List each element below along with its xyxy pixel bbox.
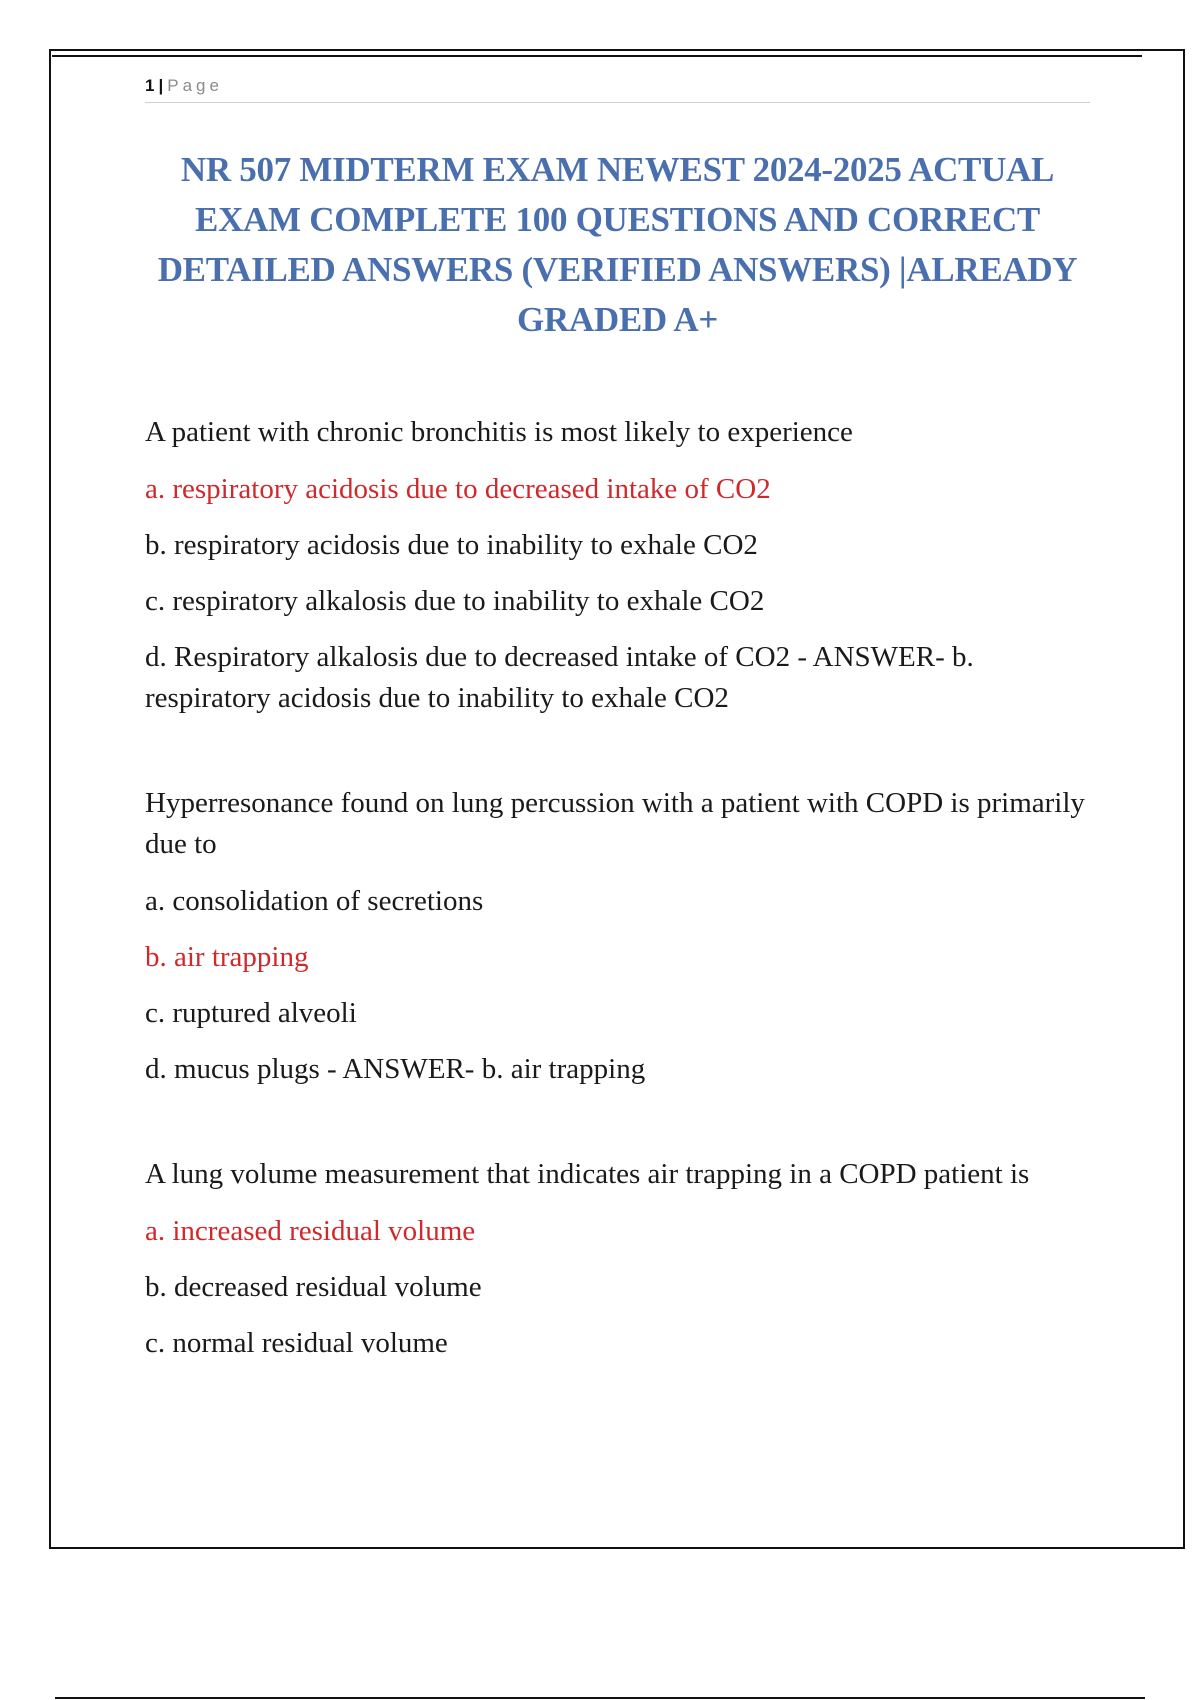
answer-option: a. consolidation of secretions <box>145 885 484 917</box>
question-prompt: Hyperresonance found on lung percussion with a patient with COPD is primarily due to <box>145 787 1085 860</box>
answer-option-highlighted: a. respiratory acidosis due to decreased intake of CO2 <box>145 473 771 505</box>
answer-option: c. normal residual volume <box>145 1327 448 1359</box>
question-block <box>145 1154 1085 1364</box>
question-list <box>145 412 1085 1379</box>
answer-option: b. respiratory acidosis due to inability to exhale CO2 <box>145 529 758 561</box>
question-block <box>145 412 1085 719</box>
question-prompt: A patient with chronic bronchitis is most likely to experience <box>145 416 853 448</box>
page-header <box>145 74 1090 103</box>
question-prompt: A lung volume measurement that indicates air trapping in a COPD patient is <box>145 1158 1030 1190</box>
answer-option: d. Respiratory alkalosis due to decreased intake of CO2 - ANSWER- b. respiratory acidosis due to inability to exhale CO2 <box>145 641 974 714</box>
answer-option-highlighted: b. air trapping <box>145 941 309 973</box>
answer-option: c. ruptured alveoli <box>145 997 357 1029</box>
answer-option: d. mucus plugs - ANSWER- b. air trapping <box>145 1053 646 1085</box>
question-block <box>145 783 1085 1090</box>
page-label: Page <box>167 76 223 95</box>
answer-option-highlighted: a. increased residual volume <box>145 1215 476 1247</box>
answer-option: b. decreased residual volume <box>145 1271 482 1303</box>
page-separator: | <box>158 76 164 95</box>
bottom-rule <box>55 1697 1145 1699</box>
page-number: 1 <box>145 76 155 95</box>
document-title: NR 507 MIDTERM EXAM NEWEST 2024-2025 ACTUAL EXAM COMPLETE 100 QUESTIONS AND CORRECT DETAILED ANSWERS (VERIFIED ANSWERS) |ALREADY GRADED A+ <box>157 150 1078 339</box>
answer-option: c. respiratory alkalosis due to inability to exhale CO2 <box>145 585 765 617</box>
